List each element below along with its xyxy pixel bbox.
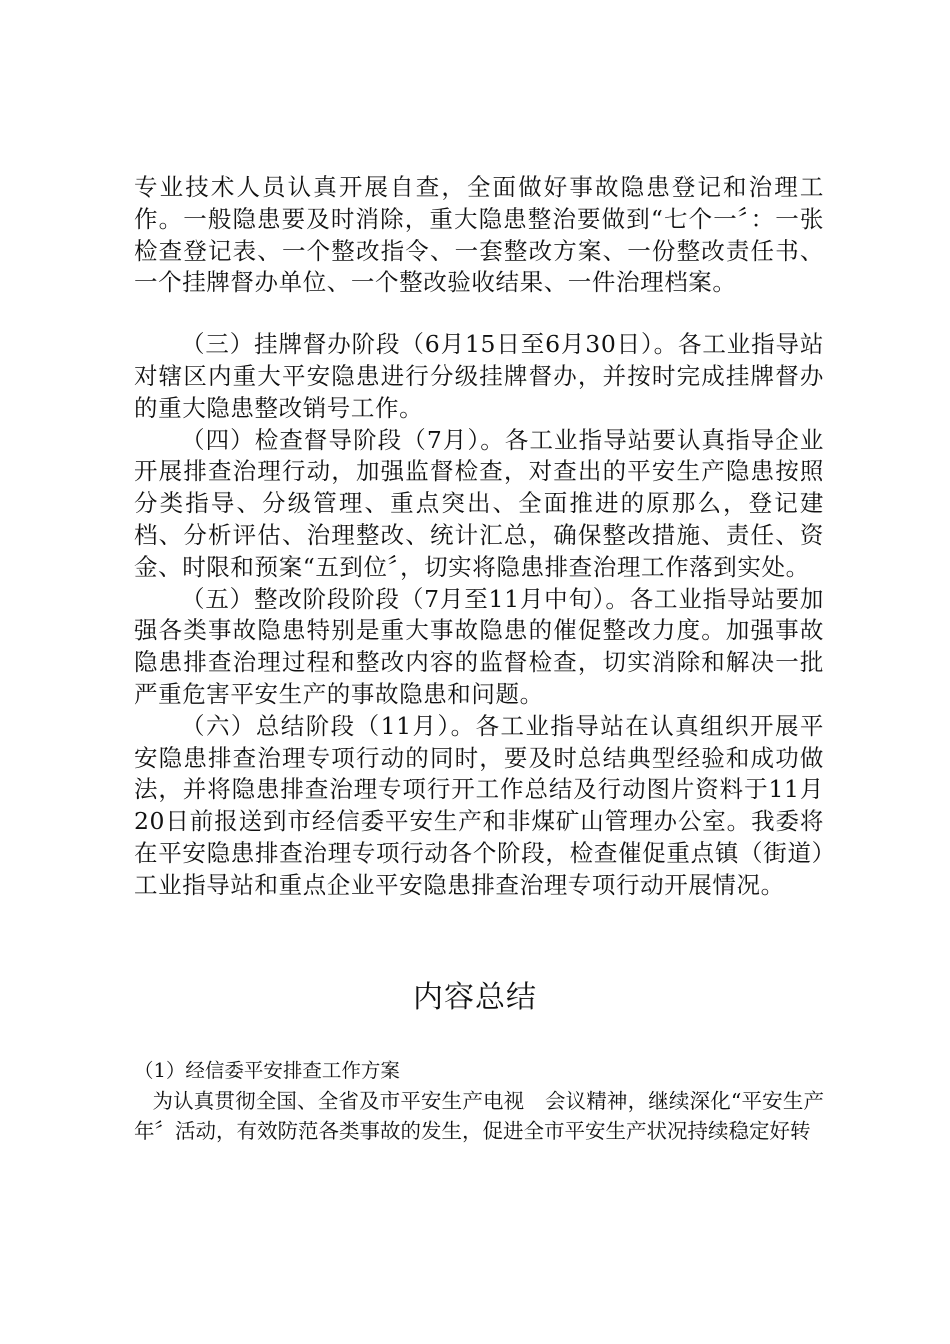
summary-text: 为认真贯彻全国、全省及市平安生产电视 会议精神，继续深化“平安生产年〞活动，有效防范各类事故的发生，促进全市平安生产状况持续稳定好转	[134, 1089, 824, 1143]
paragraph-continuation: 专业技术人员认真开展自查，全面做好事故隐患登记和治理工作。一般隐患要及时消除，重大隐患整治要做到“七个一〞：一张检查登记表、一个整改指令、一套整改方案、一份整改责任书、一个挂牌督办单位、一个整改验收结果、一件治理档案。	[134, 173, 824, 297]
paragraph-stage-5: （五）整改阶段阶段（7月至11月中旬）。各工业指导站要加强各类事故隐患特别是重大事故隐患的催促整改力度。加强事故隐患排查治理过程和整改内容的监督检查，切实消除和解决一批严重危害平安生产的事故隐患和问题。	[134, 584, 824, 708]
document-body	[134, 172, 824, 902]
summary-title: 内容总结	[413, 980, 537, 1015]
paragraph-stage-3: （三）挂牌督办阶段（6月15日至6月30日）。各工业指导站对辖区内重大平安隐患进行分级挂牌督办，并按时完成挂牌督办的重大隐患整改销号工作。	[134, 330, 824, 422]
summary-subheading: （1）经信委平安排查工作方案	[134, 1059, 400, 1082]
paragraph-stage-6: （六）总结阶段（11月）。各工业指导站在认真组织开展平安隐患排查治理专项行动的同时，要及时总结典型经验和成功做法，并将隐患排查治理专项行开工作总结及行动图片资料于11月20日前报送到市经信委平安生产和非煤矿山管理办公室。我委将在平安隐患排查治理专项行动各个阶段，检查催促重点镇（街道）工业指导站和重点企业平安隐患排查治理专项行动开展情况。	[134, 711, 824, 899]
summary-section	[134, 1056, 824, 1146]
paragraph-stage-4: （四）检查督导阶段（7月）。各工业指导站要认真指导企业开展排查治理行动，加强监督检查，对查出的平安生产隐患按照分类指导、分级管理、重点突出、全面推进的原那么，登记建档、分析评估、治理整改、统计汇总，确保整改措施、责任、资金、时限和预案“五到位〞，切实将隐患排查治理工作落到实处。	[134, 425, 824, 581]
paragraph-gap	[134, 299, 824, 329]
